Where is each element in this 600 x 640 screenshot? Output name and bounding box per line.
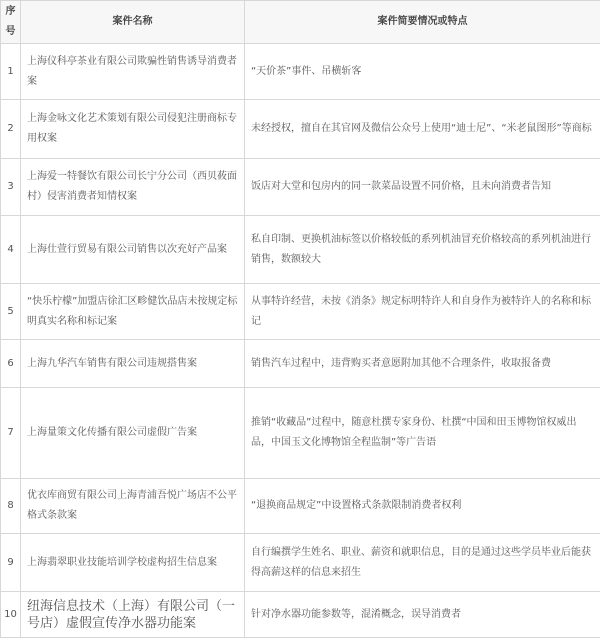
- row-no: 3: [1, 159, 21, 216]
- header-name: 案件名称: [21, 1, 245, 44]
- row-summary: 自行编撰学生姓名、职业、薪资和就职信息，目的是通过这些学员毕业后能获得高薪这样的信息来招生: [245, 534, 600, 592]
- row-no: 4: [1, 216, 21, 284]
- table-row: [1, 388, 600, 479]
- table-row: [1, 592, 600, 638]
- table-row: [1, 216, 600, 284]
- row-no: 9: [1, 534, 21, 592]
- table-row: [1, 284, 600, 340]
- row-name: 纽海信息技术（上海）有限公司（一号店）虚假宣传净水器功能案: [21, 592, 245, 638]
- row-name: 上海仪科亭茶业有限公司欺骗性销售诱导消费者案: [21, 44, 245, 100]
- row-summary: 饭店对大堂和包房内的同一款菜品设置不同价格，且未向消费者告知: [245, 159, 600, 216]
- row-summary: “退换商品规定”中设置格式条款限制消费者权利: [245, 479, 600, 534]
- table-row: [1, 534, 600, 592]
- row-no: 8: [1, 479, 21, 534]
- header-summary: 案件简要情况或特点: [245, 1, 600, 44]
- row-name: 上海量策文化传播有限公司虚假广告案: [21, 388, 245, 479]
- row-summary: 私自印制、更换机油标签以价格较低的系列机油冒充价格较高的系列机油进行销售，数额较大: [245, 216, 600, 284]
- row-no: 10: [1, 592, 21, 638]
- table-row: [1, 479, 600, 534]
- row-summary: 针对净水器功能参数等，混淆概念，误导消费者: [245, 592, 600, 638]
- table-row: [1, 159, 600, 216]
- table-header-row: [1, 1, 600, 44]
- row-name: 上海九华汽车销售有限公司违规搭售案: [21, 340, 245, 388]
- row-name: 上海翡翠职业技能培训学校虚构招生信息案: [21, 534, 245, 592]
- row-no: 1: [1, 44, 21, 100]
- table-row: [1, 100, 600, 159]
- row-name: 优衣库商贸有限公司上海青浦吾悦广场店不公平格式条款案: [21, 479, 245, 534]
- row-no: 2: [1, 100, 21, 159]
- row-summary: 推销“收藏品”过程中，随意杜撰专家身份、杜撰“中国和田玉博物馆权威出品，中国玉文化博物馆全程监制”等广告语: [245, 388, 600, 479]
- row-no: 7: [1, 388, 21, 479]
- row-no: 6: [1, 340, 21, 388]
- header-no: 序号: [1, 1, 21, 44]
- row-name: “快乐柠檬”加盟店徐汇区畛健饮品店未按规定标明真实名称和标记案: [21, 284, 245, 340]
- row-summary: 销售汽车过程中，违背购买者意愿附加其他不合理条件，收取报备费: [245, 340, 600, 388]
- table-row: [1, 340, 600, 388]
- row-name: 上海爱一特餐饮有限公司长宁分公司（西贝莜面村）侵害消费者知情权案: [21, 159, 245, 216]
- row-summary: 从事特许经营，未按《消条》规定标明特许人和自身作为被特许人的名称和标记: [245, 284, 600, 340]
- row-summary: 未经授权，擅自在其官网及微信公众号上使用“迪士尼”、“米老鼠图形”等商标: [245, 100, 600, 159]
- row-name: 上海仕萱行贸易有限公司销售以次充好产品案: [21, 216, 245, 284]
- row-summary: “天价茶”事件、吊横斩客: [245, 44, 600, 100]
- row-no: 5: [1, 284, 21, 340]
- table-row: [1, 44, 600, 100]
- row-name: 上海金咏文化艺术策划有限公司侵犯注册商标专用权案: [21, 100, 245, 159]
